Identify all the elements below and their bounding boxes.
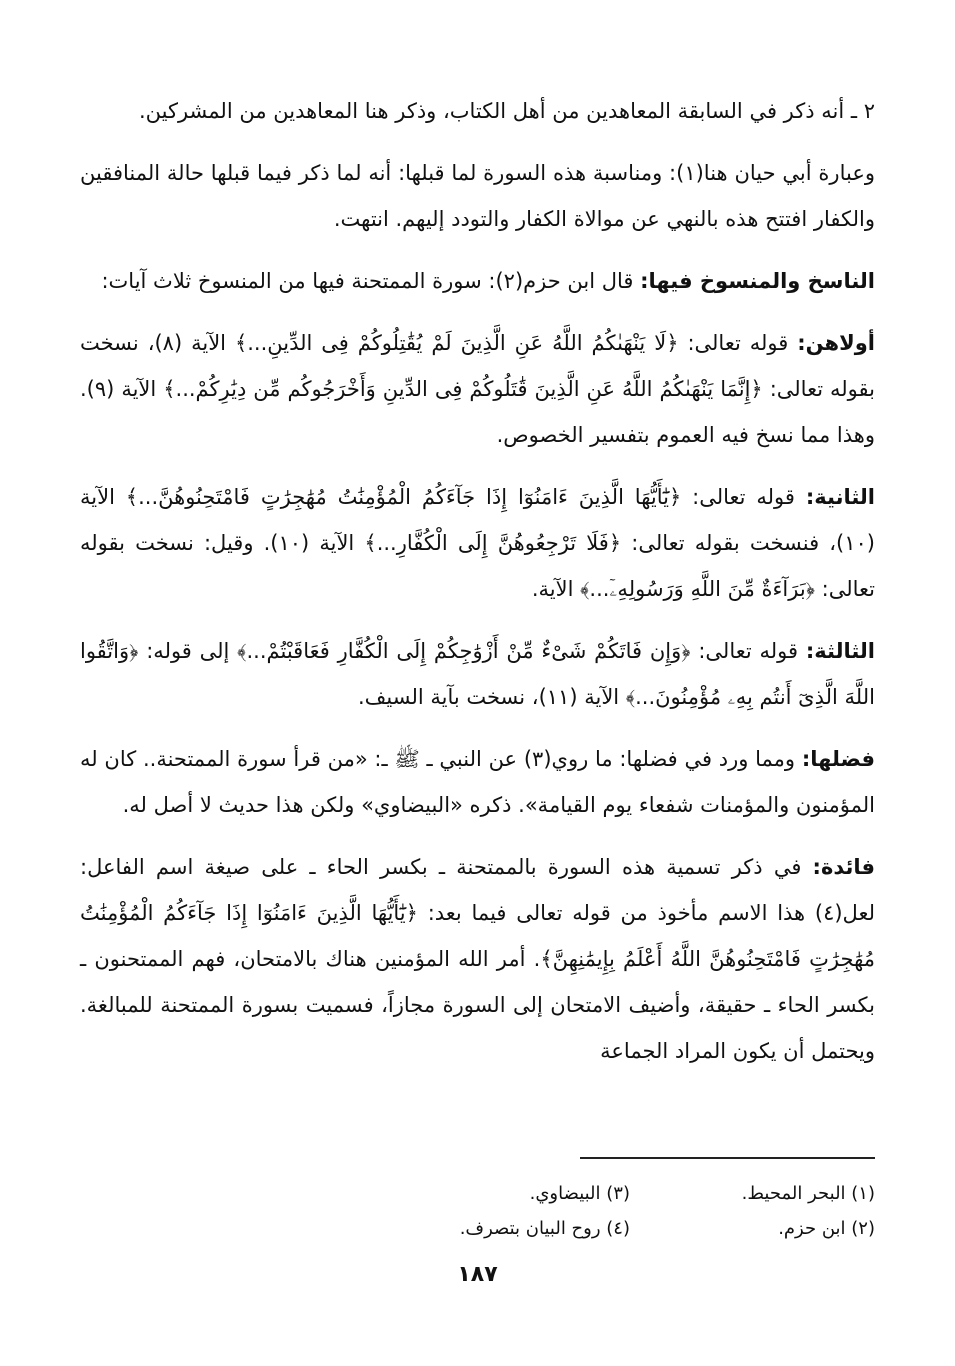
footnote-3: (٣) البيضاوي.: [529, 1183, 630, 1204]
footnote-separator: [580, 1157, 875, 1159]
footnote-1: (١) البحر المحيط.: [741, 1183, 875, 1204]
paragraph-first-verse: [80, 320, 875, 458]
footnote-row: [80, 1211, 875, 1246]
footnote-4: (٤) روح البيان بتصرف.: [459, 1218, 630, 1239]
footnote-row: [80, 1176, 875, 1211]
paragraph-1: [80, 88, 875, 134]
paragraph-text: قوله تعالى: ﴿لَا يَنْهَىٰكُمُ اللَّهُ عَنِ الَّذِينَ لَمْ يُقَٰتِلُوكُمْ فِى الدِّينِ...﴾ الآية (٨)، نسخت بقوله تعالى: ﴿إِنَّمَا يَنْهَىٰكُمُ اللَّهُ عَنِ الَّذِينَ قَٰتَلُوكُمْ فِى الدِّينِ وَأَخْرَجُوكُم مِّن دِيَٰرِكُمْ...﴾ الآية (٩). وهذا مما نسخ فيه العموم بتفسير الخصوص.: [80, 331, 875, 447]
paragraph-lead: فضلها:: [801, 747, 875, 771]
paragraph-lead: فائدة:: [812, 855, 875, 879]
paragraph-second-verse: [80, 474, 875, 612]
footnotes: [80, 1176, 875, 1246]
paragraph-lead: الناسخ والمنسوخ فيها:: [640, 269, 875, 293]
paragraph-text: قوله تعالى: ﴿وَإِن فَاتَكُمْ شَىْءٌ مِّنْ أَزْوَٰجِكُمْ إِلَى الْكُفَّارِ فَعَاقَبْتُمْ...﴾ إلى قوله: ﴿وَاتَّقُوا اللَّهَ الَّذِىٓ أَنتُم بِهِۦ مُؤْمِنُونَ...﴾ الآية (١١)، نسخت بآية السيف.: [80, 639, 875, 709]
paragraph-benefit: [80, 844, 875, 1074]
page-body: [80, 88, 875, 1090]
paragraph-2: [80, 150, 875, 242]
paragraph-lead: أولاهن:: [797, 331, 875, 355]
footnote-2: (٢) ابن حزم.: [778, 1218, 875, 1239]
paragraph-text: قوله تعالى: ﴿يَٰٓأَيُّهَا الَّذِينَ ءَامَنُوٓا إِذَا جَآءَكُمُ الْمُؤْمِنَٰتُ مُهَٰجِرَٰتٍ فَامْتَحِنُوهُنَّ...﴾ الآية (١٠)، فنسخت بقوله تعالى: ﴿فَلَا تَرْجِعُوهُنَّ إِلَى الْكُفَّارِ...﴾ الآية (١٠). وقيل: نسخت بقوله تعالى: ﴿بَرَآءَةٌ مِّنَ اللَّهِ وَرَسُولِهِۦٓ...﴾ الآية.: [80, 485, 875, 601]
paragraph-text: ومما ورد في فضلها: ما روي(٣) عن النبي ـ ﷺ ـ: «من قرأ سورة الممتحنة.. كان له المؤمنون والمؤمنات شفعاء يوم القيامة». ذكره «البيضاوي» ولكن هذا حديث لا أصل له.: [80, 747, 875, 817]
paragraph-lead: الثالثة:: [805, 639, 875, 663]
page-number: ١٨٧: [457, 1262, 498, 1287]
paragraph-third-verse: [80, 628, 875, 720]
paragraph-lead: الثانية:: [805, 485, 875, 509]
paragraph-nasikh: [80, 258, 875, 304]
paragraph-text: قال ابن حزم(٢): سورة الممتحنة فيها من المنسوخ ثلاث آيات:: [101, 269, 634, 293]
paragraph-text: في ذكر تسمية هذه السورة بالممتحنة ـ بكسر الحاء ـ على صيغة اسم الفاعل: لعل(٤) هذا الاسم مأخوذ من قوله تعالى فيما بعد: ﴿يَٰٓأَيُّهَا الَّذِينَ ءَامَنُوٓا إِذَا جَآءَكُمُ الْمُؤْمِنَٰتُ مُهَٰجِرَٰتٍ فَامْتَحِنُوهُنَّ اللَّهُ أَعْلَمُ بِإِيمَٰنِهِنَّ﴾. أمر الله المؤمنين هناك بالامتحان، فهم الممتحنون ـ بكسر الحاء ـ حقيقة، وأضيف الامتحان إلى السورة مجازاً، فسميت بسورة الممتحنة للمبالغة. ويحتمل أن يكون المراد الجماعة: [80, 855, 875, 1063]
paragraph-text: وعبارة أبي حيان هنا(١): ومناسبة هذه السورة لما قبلها: أنه لما ذكر فيما قبلها حالة المنافقين والكفار افتتح هذه بالنهي عن موالاة الكفار والتودد إليهم. انتهت.: [80, 161, 875, 231]
paragraph-text: ٢ ـ أنه ذكر في السابقة المعاهدين من أهل الكتاب، وذكر هنا المعاهدين من المشركين.: [138, 99, 875, 123]
paragraph-virtue: [80, 736, 875, 828]
